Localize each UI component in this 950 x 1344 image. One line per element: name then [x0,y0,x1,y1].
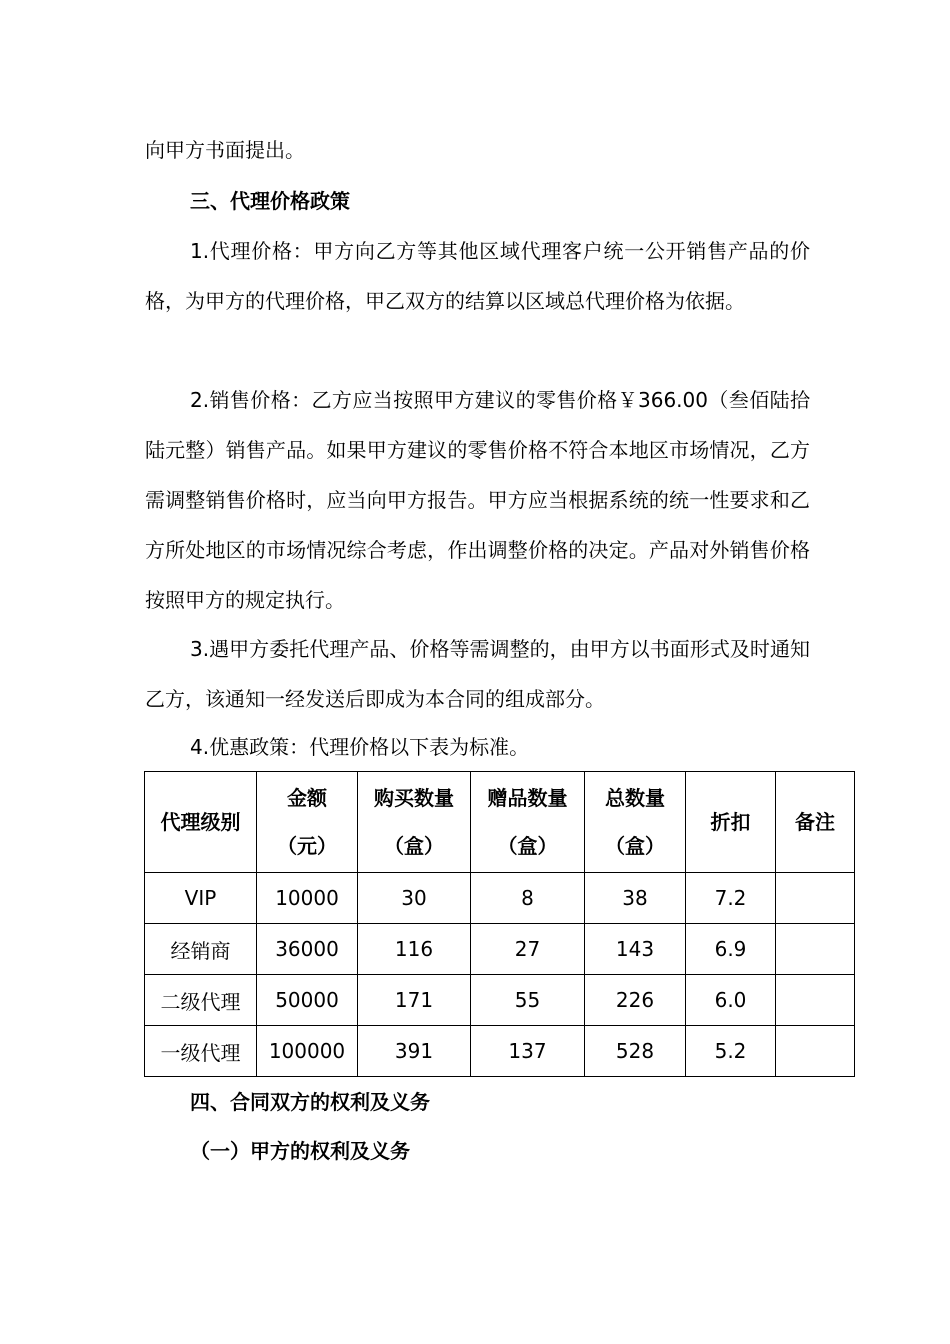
table-row [145,975,855,1026]
header-gift-qty: 赠品数量 （盒） [471,772,585,873]
paragraph-continuation: 向甲方书面提出。 [145,138,305,162]
header-level: 代理级别 [145,772,257,873]
cell-discount: 7.2 [686,873,776,924]
cell-remark [776,975,855,1026]
cell-purchase-qty: 171 [358,975,471,1026]
paragraph-sales-price: 2.销售价格：乙方应当按照甲方建议的零售价格￥366.00（叁佰陆拾陆元整）销售产品。如果甲方建议的零售价格不符合本地区市场情况，乙方需调整销售价格时，应当向甲方报告。甲方应当根据系统的统一性要求和乙方所处地区的市场情况综合考虑，作出调整价格的决定。产品对外销售价格按照甲方的规定执行。 [145,388,810,612]
cell-gift-qty: 27 [471,924,585,975]
table-row [145,1026,855,1077]
header-discount: 折扣 [686,772,776,873]
table-row [145,873,855,924]
cell-total-qty: 143 [585,924,686,975]
cell-level: 一级代理 [145,1026,257,1077]
paragraph-agent-price: 1.代理价格：甲方向乙方等其他区域代理客户统一公开销售产品的价格，为甲方的代理价格，甲乙双方的结算以区域总代理价格为依据。 [145,239,810,313]
cell-level: VIP [145,873,257,924]
cell-total-qty: 226 [585,975,686,1026]
cell-purchase-qty: 116 [358,924,471,975]
cell-total-qty: 38 [585,873,686,924]
cell-amount: 10000 [257,873,358,924]
subsection-heading-party-a: （一）甲方的权利及义务 [190,1139,410,1163]
agent-price-table [144,771,855,1077]
cell-gift-qty: 8 [471,873,585,924]
cell-amount: 36000 [257,924,358,975]
cell-remark [776,1026,855,1077]
cell-purchase-qty: 30 [358,873,471,924]
header-purchase-qty: 购买数量 （盒） [358,772,471,873]
section-heading-4: 四、合同双方的权利及义务 [190,1090,430,1114]
table-header-row [145,772,855,873]
paragraph-discount-policy: 4.优惠政策：代理价格以下表为标准。 [190,735,530,759]
cell-total-qty: 528 [585,1026,686,1077]
paragraph-adjustment: 3.遇甲方委托代理产品、价格等需调整的，由甲方以书面形式及时通知乙方，该通知一经发送后即成为本合同的组成部分。 [145,637,810,711]
cell-discount: 5.2 [686,1026,776,1077]
header-total-qty: 总数量 （盒） [585,772,686,873]
table-row [145,924,855,975]
cell-level: 二级代理 [145,975,257,1026]
header-amount: 金额 （元） [257,772,358,873]
header-remark: 备注 [776,772,855,873]
cell-remark [776,924,855,975]
cell-remark [776,873,855,924]
cell-discount: 6.0 [686,975,776,1026]
cell-discount: 6.9 [686,924,776,975]
section-heading-3: 三、代理价格政策 [190,189,350,213]
cell-level: 经销商 [145,924,257,975]
cell-purchase-qty: 391 [358,1026,471,1077]
cell-amount: 100000 [257,1026,358,1077]
cell-gift-qty: 137 [471,1026,585,1077]
cell-gift-qty: 55 [471,975,585,1026]
cell-amount: 50000 [257,975,358,1026]
